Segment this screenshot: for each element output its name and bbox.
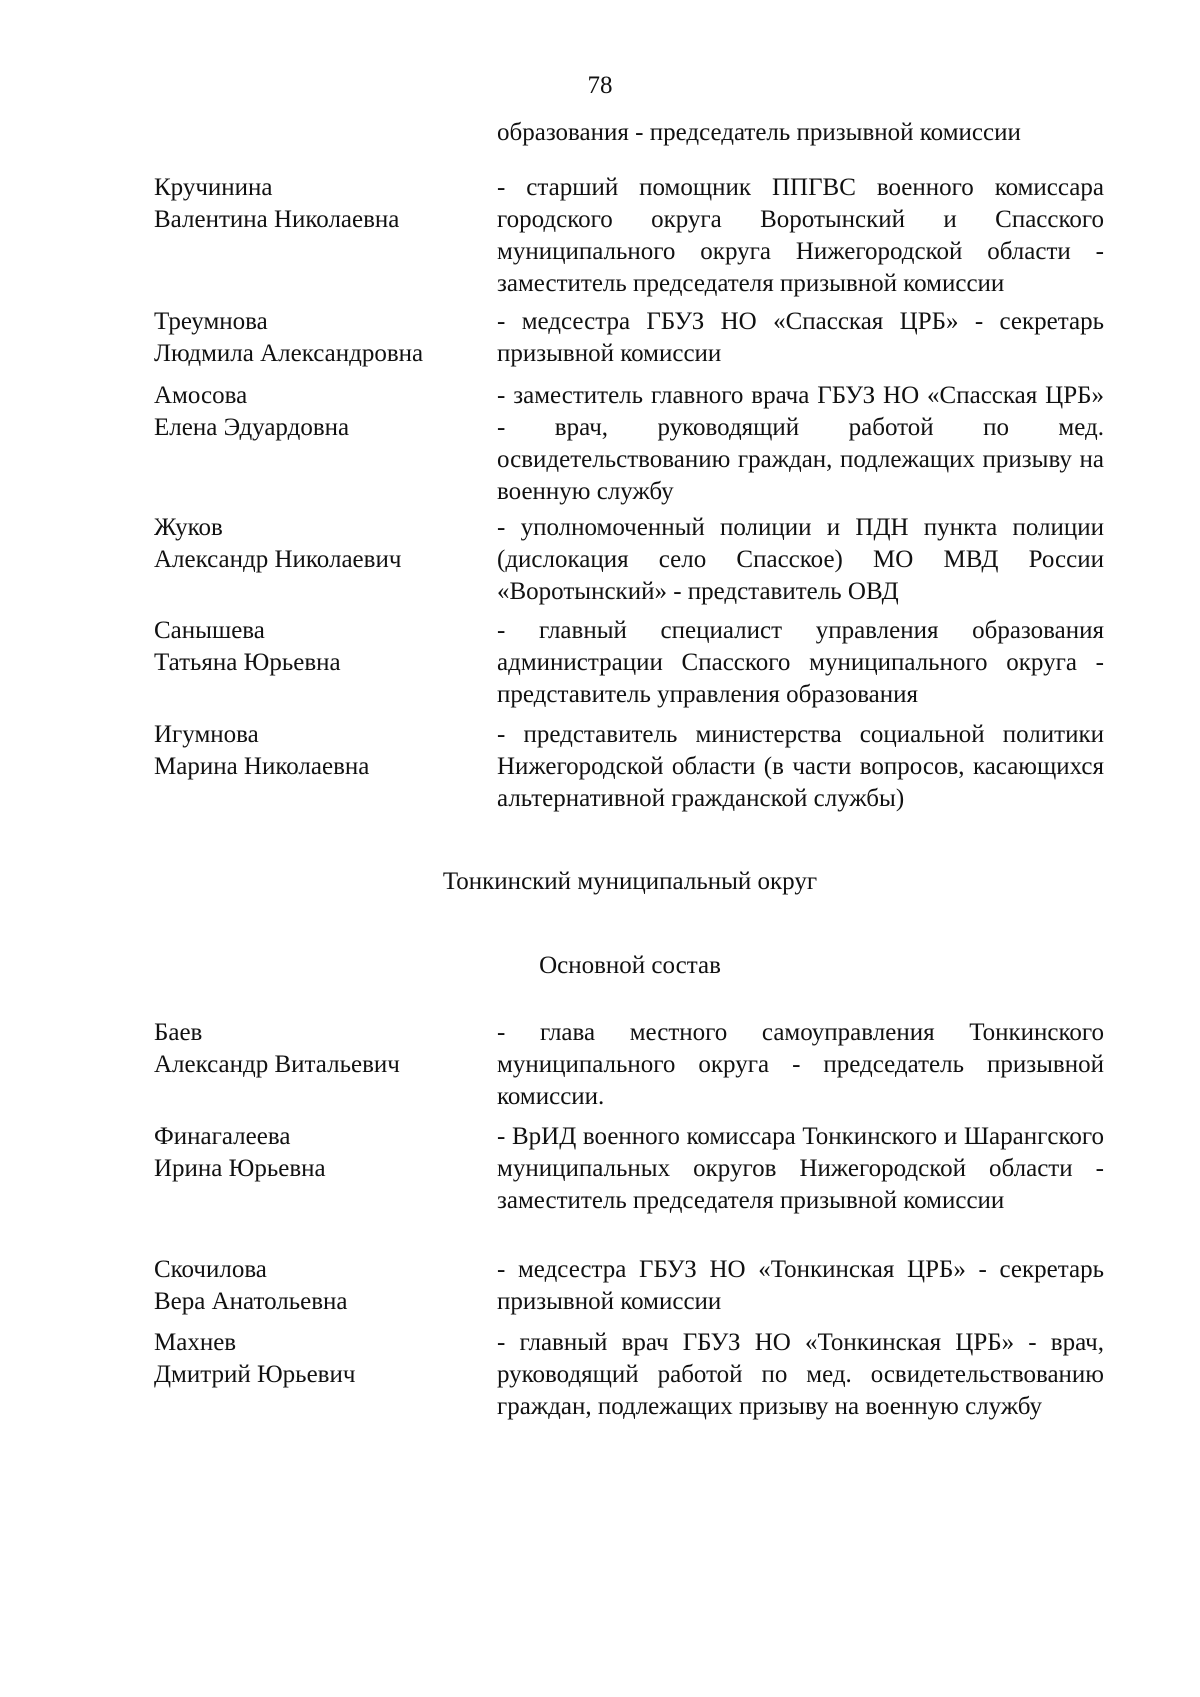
composition-heading: Основной состав [539,952,721,979]
member-name [154,172,494,236]
member-given-name: Елена Эдуардовна [154,414,350,441]
member-surname: Махнев [154,1329,237,1356]
member-role-text: - представитель министерства социальной политики Нижегородской области (в части вопросов, касающихся альтернативной гражданской службы) [497,721,1104,812]
member-given-name: Ирина Юрьевна [154,1155,326,1182]
member-surname: Санышева [154,617,265,644]
member-name [154,306,494,370]
member-given-name: Александр Витальевич [154,1051,400,1078]
member-surname: Игумнова [154,721,259,748]
member-name [154,719,494,783]
member-given-name: Валентина Николаевна [154,206,400,233]
page-number: 78 [587,72,613,99]
member-role-text: - уполномоченный полиции и ПДН пункта полиции (дислокация село Спасское) МО МВД России «Воротынский» - представитель ОВД [497,514,1104,605]
member-role [497,380,1104,508]
member-given-name: Александр Николаевич [154,546,402,573]
member-role [497,1121,1104,1217]
member-surname: Амосова [154,382,248,409]
member-role [497,1017,1104,1113]
member-role [497,1254,1104,1318]
member-role-text: - старший помощник ППГВС военного комиссара городского округа Воротынский и Спасского муниципального округа Нижегородской области - заместитель председателя призывной комиссии [497,174,1104,297]
district-heading: Тонкинский муниципальный округ [442,868,818,895]
member-role-text: - медсестра ГБУЗ НО «Тонкинская ЦРБ» - секретарь призывной комиссии [497,1256,1104,1315]
member-surname: Треумнова [154,308,268,335]
member-role [497,172,1104,300]
member-role-text: - главный врач ГБУЗ НО «Тонкинская ЦРБ» - врач, руководящий работой по мед. освидетельствованию граждан, подлежащих призыву на военную службу [497,1329,1104,1420]
member-given-name: Людмила Александровна [154,340,424,367]
member-name [154,1121,494,1185]
member-surname: Кручинина [154,174,273,201]
member-role-text: - медсестра ГБУЗ НО «Спасская ЦРБ» - секретарь призывной комиссии [497,308,1104,367]
member-role [497,615,1104,711]
member-name [154,1254,494,1318]
member-surname: Финагалеева [154,1123,291,1150]
member-surname: Жуков [154,514,223,541]
member-given-name: Татьяна Юрьевна [154,649,341,676]
member-role-text: - заместитель главного врача ГБУЗ НО «Спасская ЦРБ» - врач, руководящий работой по мед. освидетельствованию граждан, подлежащих призыву на военную службу [497,382,1104,505]
member-name [154,1017,494,1081]
member-role [497,719,1104,815]
member-role [497,1327,1104,1423]
member-role-text: - главный специалист управления образования администрации Спасского муниципального округа - представитель управления образования [497,617,1104,708]
member-name [154,380,494,444]
member-role-text: - глава местного самоуправления Тонкинского муниципального округа - председатель призывной комиссии. [497,1019,1104,1110]
member-name [154,615,494,679]
member-role [497,306,1104,370]
member-role [497,512,1104,608]
member-given-name: Дмитрий Юрьевич [154,1361,356,1388]
member-name [154,1327,494,1391]
member-role-text: - ВрИД военного комиссара Тонкинского и Шарангского муниципальных округов Нижегородской области - заместитель председателя призывной комиссии [497,1123,1104,1214]
continuation-text: образования - председатель призывной комиссии [497,119,1021,146]
member-given-name: Вера Анатольевна [154,1288,348,1315]
member-name [154,512,494,576]
member-given-name: Марина Николаевна [154,753,370,780]
member-surname: Баев [154,1019,203,1046]
member-surname: Скочилова [154,1256,267,1283]
